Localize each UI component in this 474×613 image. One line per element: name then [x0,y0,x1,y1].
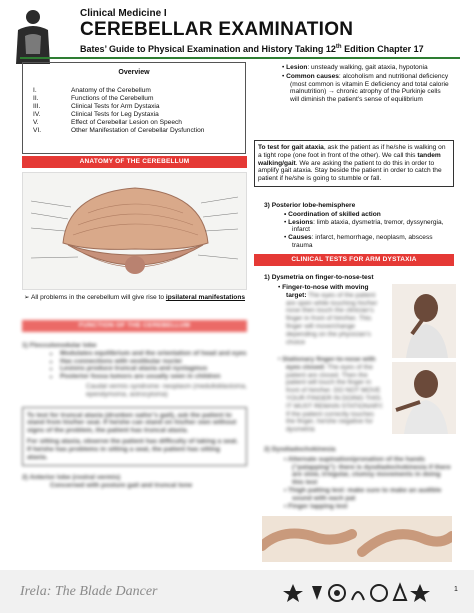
lobe1-heading: 1) Flocculonodular lobe [22,342,97,349]
course-label: Clinical Medicine I [80,8,167,19]
overview-item[interactable]: III. Clinical Tests for Arm Dystaxia [33,103,160,110]
lobe2-item: Concerned with posture gait and truncal tone [50,482,193,490]
stationary-finger-bullet: • Stationary finger-to-nose with eyes closed: The eyes of the patient are closed. Then the patient will touch the finger in front of him/her. DO NOT MOVE YOUR FINGER IN DOING THIS. IT MUST REMAIN STATIONARY. If the patient correctly touches the finger, he/she negative for dysmetria [278,356,384,434]
overview-box [22,62,246,154]
page-subtitle: Bates’ Guide to Physical Examination and History Taking 12th Edition Chapter 17 [80,44,424,54]
overview-item[interactable]: V. Effect of Cerebellar Lesion on Speech [33,119,182,126]
body-silhouette-icon [10,8,56,64]
dysmetria-heading: 1) Dysmetria on finger-to-nose-test [264,274,374,281]
posterior-lobe-section: 3) Posterior lobe-hemisphere • Coordination of skilled action • Lesions: limb ataxia, dysmetria, tremor, dyssynergia, infarct • Causes: infarct, hemorrhage, neoplasm, abscess trauma [264,202,452,250]
dysdiadochokinesia-section: 2) Dysdiadochokinesia • Alternate supination/pronation of the hands (“patapping”): there is dysdiadochokinesia if there are slow, irregular, clumsy movements in doing this test • Thigh patting test: make sure to make an audible sound with each pat • Finger tapping test [264,446,451,510]
gait-ataxia-box: To test for gait ataxia, ask the patient as if he/she is walking on a tight rope (one foot in front of the other). We call this tandem walking/gait. We are asking the patient to do this in order to amplify gait ataxia. Stay beside the patient in order to catch the patient if he/she is going to stumble or fall. [254,140,454,187]
ipsilateral-note: ➢ All problems in the cerebellum will give rise to ipsilateral manifestations [24,294,246,301]
finger-nose-photo-1 [392,284,456,358]
clinical-tests-header: CLINICAL TESTS FOR ARM DYSTAXIA [254,254,454,266]
overview-item[interactable]: I. Anatomy of the Cerebellum [33,87,151,94]
page-number: 1 [454,586,458,593]
lobe1-list: • Modulates equilibrium and the orientation of head and eyes • Has connections with vestibular nuclei • Lesions produce truncal ataxia and nystagmus • Posterior fossa tumors are usually seen in children [50,350,247,381]
overview-item[interactable]: II. Functions of the Cerebellum [33,95,154,102]
posterior-heading: 3) Posterior lobe-hemisphere [264,202,356,209]
anatomy-section-header: ANATOMY OF THE CEREBELLUM [22,156,247,168]
truncal-ataxia-box: To test for truncal ataxia (drunken sailor’s gait), ask the patient to stand from his/her seat. If he/she can stand on his/her own without signs of the problem, the patient has truncal ataxia. For sitting ataxia, observe the patient has difficulty of taking a seat. If he/she has problems in sitting a seat, the patient has sitting ataxia. [22,407,247,467]
arrow-bullet-icon: ➢ [24,294,30,301]
lobe2-heading: 2) Anterior lobe (rostral vermis) [22,474,121,482]
overview-item[interactable]: IV. Clinical Tests for Leg Dystaxia [33,111,159,118]
footer-symbols-icon [282,582,442,604]
header-divider [20,57,460,59]
function-section-header: FUNCTION OF THE CEREBELLUM [22,320,247,332]
overview-title: Overview [118,69,150,76]
moving-target-bullet: • Finger-to-nose with moving target: The eyes of the patient are open while touching his/her nose then touch the clinician’s finger in front of him/her. This finger will move/change depending on the physician’s choice [278,284,378,346]
function-section [22,320,247,560]
cerebellum-illustration [23,173,246,289]
hand-tests-photo-strip [262,516,452,562]
caudal-vermis-note: Caudal vermis syndrome: neoplasm (medulloblastoma, ependymoma, astrocytoma) [86,382,247,398]
overview-item[interactable]: VI. Other Manifestation of Cerebellar Dysfunction [33,127,205,134]
vermis-lesion-list: • Lesion: unsteady walking, gait ataxia, hypotonia • Common causes: alcoholism and nutritional deficiency (most common is vitamin E deficiency and total calorie malnutrition) → chronic atrophy of the Purkinje cells will diminish the patient’s sense of equilibrium [282,64,449,104]
footer-title: Irela: The Blade Dancer [20,584,158,599]
finger-nose-photo-2 [392,362,456,434]
page-title: CEREBELLAR EXAMINATION [80,19,354,40]
cerebellum-anatomy-figure [22,172,247,290]
